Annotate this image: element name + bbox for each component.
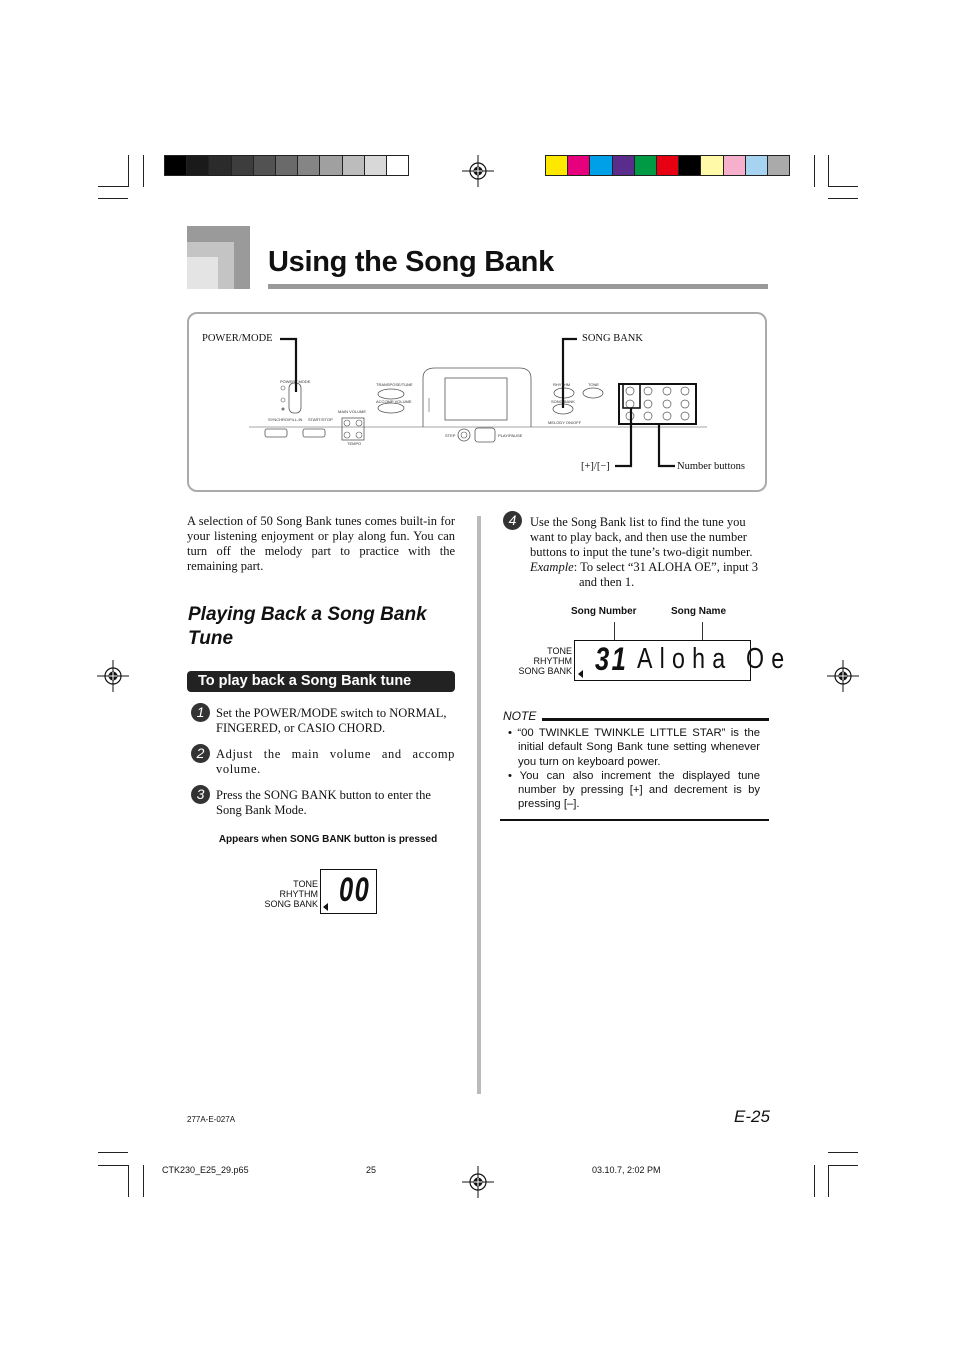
calibration-swatch xyxy=(678,155,701,176)
footer-page: 25 xyxy=(366,1165,377,1175)
calibration-swatch xyxy=(186,155,209,176)
registration-mark-top xyxy=(462,155,494,187)
lcd-label-rhythm: RHYTHM xyxy=(533,656,572,666)
lcd-mode-labels xyxy=(494,646,572,676)
intro-paragraph: A selection of 50 Song Bank tunes comes built-in for your listening enjoyment or play along fun. You can turn off the melody part to practice with the remaining part. xyxy=(187,514,455,573)
display-caption: Appears when SONG BANK button is pressed xyxy=(218,834,438,845)
calibration-swatch xyxy=(253,155,276,176)
subsection-heading: To play back a Song Bank tune xyxy=(187,671,455,692)
panel-tiny-text: ACCOMP VOLUME xyxy=(376,399,412,404)
panel-tiny-text: TONE xyxy=(588,382,600,387)
lcd-song-name: Aloha Oe xyxy=(637,643,792,675)
panel-tiny-text: POWER / MODE xyxy=(280,379,311,384)
calibration-swatch xyxy=(589,155,612,176)
calibration-swatch xyxy=(231,155,254,176)
lcd-display-large xyxy=(574,640,792,681)
step-text: Set the POWER/MODE switch to NORMAL, FINGERED, or CASIO CHORD. xyxy=(216,706,447,735)
panel-illustration xyxy=(187,312,767,492)
lcd-label-song-bank: SONG BANK xyxy=(518,666,572,676)
calibration-swatch xyxy=(700,155,723,176)
panel-tiny-text: SONG BANK xyxy=(551,399,575,404)
lcd-song-number: 31 xyxy=(595,641,629,677)
calibration-swatch xyxy=(208,155,231,176)
lcd-display-small xyxy=(320,869,377,914)
footer-date: 03.10.7, 2:02 PM xyxy=(592,1165,661,1175)
song-number-label: Song Number xyxy=(571,606,637,617)
calibration-swatch xyxy=(364,155,387,176)
page-title: Using the Song Bank xyxy=(268,246,554,278)
calibration-swatch xyxy=(767,155,790,176)
calibration-swatch xyxy=(319,155,342,176)
number-buttons-callout: Number buttons xyxy=(677,461,745,472)
calibration-swatch xyxy=(164,155,187,176)
panel-tiny-text: RHYTHM xyxy=(553,382,571,387)
plus-minus-callout: [+]/[−] xyxy=(581,461,610,472)
registration-mark-bottom xyxy=(462,1166,494,1198)
calibration-swatch xyxy=(723,155,746,176)
panel-tiny-text: STEP xyxy=(445,433,456,438)
calibration-swatch xyxy=(612,155,635,176)
note-bottom-rule xyxy=(500,819,769,821)
step-text: Press the SONG BANK button to enter the Song Bank Mode. xyxy=(216,788,431,817)
page-number: E-25 xyxy=(734,1107,770,1126)
calibration-swatch xyxy=(342,155,365,176)
note-list xyxy=(508,726,760,812)
document-code: 277A-E-027A xyxy=(187,1115,236,1124)
calibration-swatch xyxy=(656,155,679,176)
lcd-label-tone: TONE xyxy=(293,879,318,889)
lcd-label-rhythm: RHYTHM xyxy=(279,889,318,899)
section-heading: Playing Back a Song Bank Tune xyxy=(188,604,427,649)
note-item: • You can also increment the displayed tune number by pressing [+] and decrement is by pressing [–]. xyxy=(508,769,760,811)
calibration-swatch xyxy=(634,155,657,176)
step-number: 2 xyxy=(191,744,210,763)
calibration-swatch xyxy=(545,155,568,176)
song-name-label: Song Name xyxy=(671,606,727,617)
title-underline xyxy=(268,284,768,289)
note-top-rule xyxy=(542,718,769,721)
lcd-label-tone: TONE xyxy=(547,646,572,656)
title-decoration xyxy=(187,226,250,289)
column-divider xyxy=(477,516,481,1094)
step4-example-label: Example xyxy=(530,560,574,574)
panel-tiny-text: SYNCHRO/FILL-IN xyxy=(268,417,303,422)
step4-instruction: Use the Song Bank list to find the tune you want to play back, and then use the number buttons to input the tune’s two-digit number. xyxy=(530,515,753,559)
lcd-mode-labels xyxy=(240,879,318,909)
calibration-swatch xyxy=(386,155,409,176)
panel-tiny-text: START/STOP xyxy=(308,417,333,422)
panel-tiny-text: MAIN VOLUME xyxy=(338,409,367,414)
note-item: • “00 TWINKLE TWINKLE LITTLE STAR” is the initial default Song Bank tune setting whenever you turn on keyboard power. xyxy=(508,727,761,768)
panel-tiny-text: TEMPO xyxy=(347,441,362,446)
calibration-swatch xyxy=(745,155,768,176)
step4-text xyxy=(530,515,769,590)
calibration-swatch xyxy=(297,155,320,176)
lcd-song-number: 00 xyxy=(339,871,371,909)
step-number: 1 xyxy=(191,703,210,722)
lcd-pointer-icon xyxy=(578,670,583,678)
calibration-swatch xyxy=(275,155,298,176)
step-number: 4 xyxy=(503,511,522,530)
power-mode-callout: POWER/MODE xyxy=(202,333,273,344)
step-number: 3 xyxy=(191,785,210,804)
calibration-swatch xyxy=(567,155,590,176)
lcd-label-song-bank: SONG BANK xyxy=(264,899,318,909)
step4-example-text: : To select “31 ALOHA OE”, input 3 and then 1. xyxy=(573,560,759,589)
panel-tiny-text: PLAY/PAUSE xyxy=(498,433,523,438)
panel-tiny-text: TRANSPOSE/TUNE xyxy=(376,382,413,387)
song-bank-callout: SONG BANK xyxy=(582,333,643,344)
registration-mark-right xyxy=(827,660,859,692)
lcd-pointer-icon xyxy=(323,903,328,911)
note-title: NOTE xyxy=(503,709,537,723)
panel-tiny-text: MELODY ON/OFF xyxy=(548,420,582,425)
footer-filename: CTK230_E25_29.p65 xyxy=(162,1165,249,1175)
step-text: Adjust the main volume and accomp volume. xyxy=(216,747,455,776)
registration-mark-left xyxy=(97,660,129,692)
